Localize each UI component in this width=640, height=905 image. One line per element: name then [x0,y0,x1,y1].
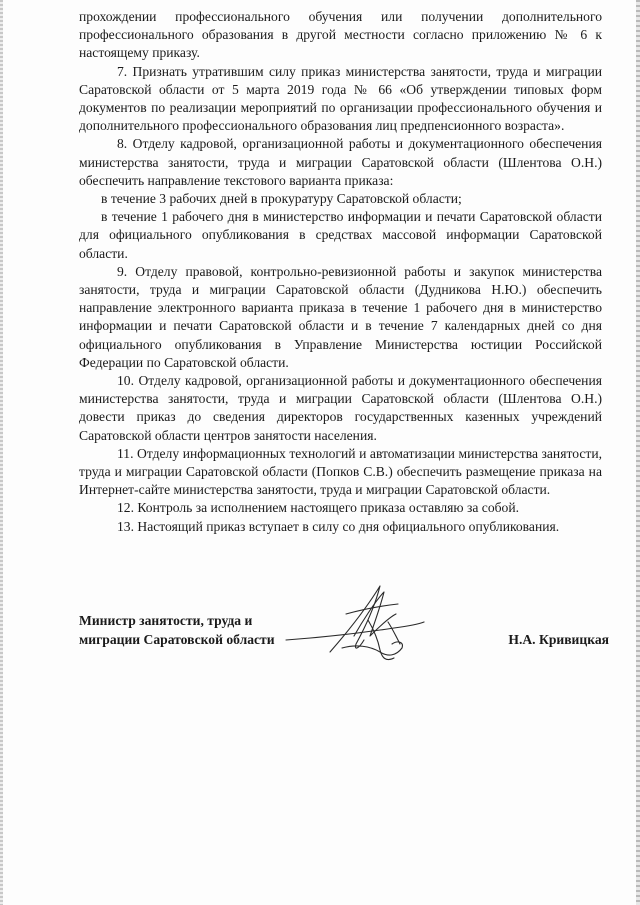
signature-block [79,612,609,682]
document-body [79,8,602,536]
signatory-title [79,612,275,649]
paragraph-8-item-2: в течение 1 рабочего дня в министерство информации и печати Саратовской области для официального опубликования в средствах массовой информации Саратовской области. [79,209,602,261]
signatory-name: Н.А. Кривицкая [508,631,609,647]
paragraph-8: 8. Отделу кадровой, организационной работы и документационного обеспечения министерства занятости, труда и миграции Саратовской области (Шлентова О.Н.) обеспечить направление текстового варианта приказа: [79,136,602,188]
paragraph-11: 11. Отделу информационных технологий и автоматизации министерства занятости, труда и миграции Саратовской области (Попков С.В.) обеспечить размещение приказа на Интернет-сайте министерства занятости, труда и миграции Саратовской области. [79,445,602,498]
paragraph-10: 10. Отделу кадровой, организационной работы и документационного обеспечения министерства занятости, труда и миграции Саратовской области (Шлентова О.Н.) довести приказ до сведения директоров государственных казенных учреждений Саратовской области центров занятости населения. [79,373,602,443]
paragraph-12: 12. Контроль за исполнением настоящего приказа оставляю за собой. [117,500,519,516]
paragraph-8-item-1: в течение 3 рабочих дней в прокуратуру Саратовской области; [101,191,462,207]
signatory-title-line-2: миграции Саратовской области [79,631,275,647]
signatory-title-line-1: Министр занятости, труда и [79,613,253,628]
handwritten-signature [284,578,434,682]
paragraph-6-continuation: прохождении профессионального обучения или получении дополнительного профессионального образования в другой местности согласно приложению № 6 к настоящему приказу. [79,9,602,61]
paragraph-9: 9. Отделу правовой, контрольно-ревизионной работы и закупок министерства занятости, труда и миграции Саратовской области (Дудникова Н.Ю.) обеспечить направление электронного варианта приказа в течение 1 рабочего дня в министерство информации и печати Саратовской области и в течение 7 календарных дней со дня официального опубликования в Управление Министерства юстиции Российской Федерации по Саратовской области. [79,263,602,370]
page-edge-right [636,0,640,905]
paragraph-13: 13. Настоящий приказ вступает в силу со дня официального опубликования. [117,518,560,534]
paragraph-7: 7. Признать утратившим силу приказ министерства занятости, труда и миграции Саратовской области от 5 марта 2019 года № 66 «Об утверждении типовых форм документов по реализации мероприятий по организации профессионального обучения и дополнительного профессионального образования лиц предпенсионного возраста». [79,63,602,134]
page-edge-left [0,0,3,905]
